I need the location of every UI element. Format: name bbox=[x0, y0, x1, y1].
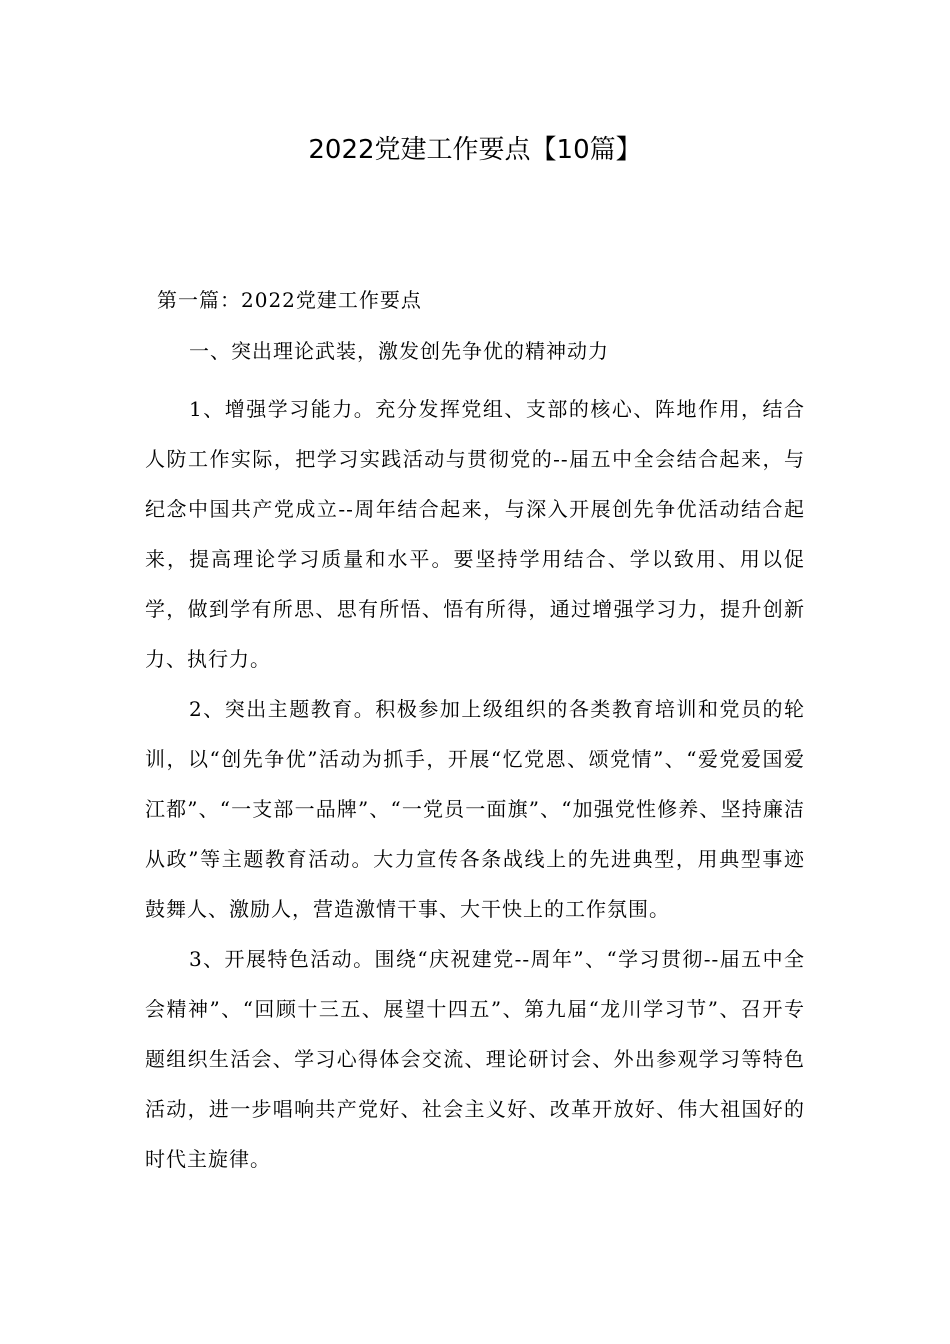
document-body bbox=[145, 282, 805, 1184]
section-title: 第一篇：2022党建工作要点 bbox=[157, 288, 422, 312]
paragraph-1: 1、增强学习能力。充分发挥党组、支部的核心、阵地作用，结合人防工作实际，把学习实践活动与贯彻党的--届五中全会结合起来，与纪念中国共产党成立--周年结合起来，与深入开展创先争优活动结合起来，提高理论学习质量和水平。要坚持学用结合、学以致用、用以促学，做到学有所思、思有所悟、悟有所得，通过增强学习力，提升创新力、执行力。 bbox=[145, 397, 805, 671]
heading-1: 一、突出理论武装，激发创先争优的精神动力 bbox=[189, 339, 609, 363]
paragraph-3: 3、开展特色活动。围绕“庆祝建党--周年”、“学习贯彻--届五中全会精神”、“回顾十三五、展望十四五”、第九届“龙川学习节”、召开专题组织生活会、学习心得体会交流、理论研讨会、外出参观学习等特色活动，进一步唱响共产党好、社会主义好、改革开放好、伟大祖国好的时代主旋律。 bbox=[145, 947, 805, 1171]
document-title: 2022党建工作要点【10篇】 bbox=[308, 135, 642, 165]
paragraph-2: 2、突出主题教育。积极参加上级组织的各类教育培训和党员的轮训，以“创先争优”活动为抓手，开展“忆党恩、颂党情”、“爱党爱国爱江都”、“一支部一品牌”、“一党员一面旗”、“加强党性修养、坚持廉洁从政”等主题教育活动。大力宣传各条战线上的先进典型，用典型事迹鼓舞人、激励人，营造激情干事、大干快上的工作氛围。 bbox=[145, 697, 805, 921]
